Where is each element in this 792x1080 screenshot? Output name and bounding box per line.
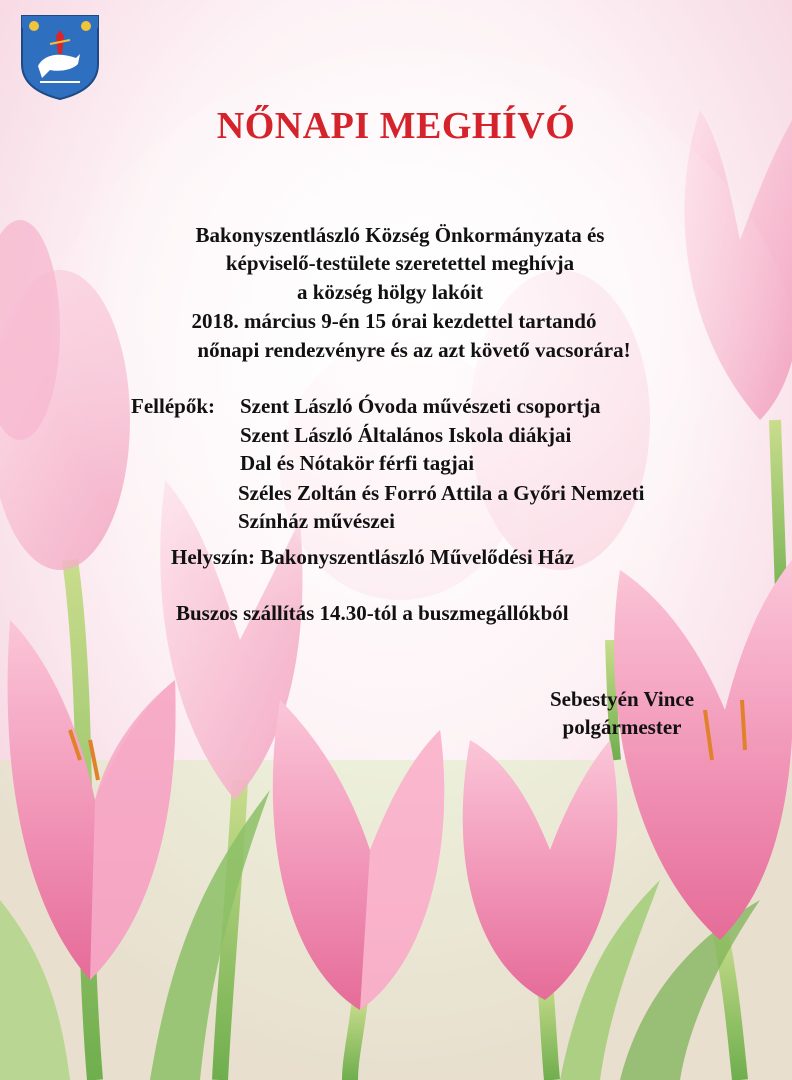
performers-label: Fellépők: <box>131 394 215 418</box>
invitation-line-3: a község hölgy lakóit <box>296 280 484 304</box>
performer-item: Széles Zoltán és Forró Attila a Győri Nemzeti <box>238 481 645 505</box>
invitation-line-5: nőnapi rendezvényre és az azt követő vacsorára! <box>197 338 631 362</box>
venue-text: Helyszín: Bakonyszentlászló Művelődési Ház <box>171 545 575 569</box>
invitation-line-1: Bakonyszentlászló Község Önkormányzata és <box>195 223 605 247</box>
performer-item: Színház művészei <box>238 509 395 533</box>
invitation-title: NŐNAPI MEGHÍVÓ <box>216 105 576 147</box>
transport-text: Buszos szállítás 14.30-tól a buszmegállókból <box>176 601 569 625</box>
signature-name: Sebestyén Vince <box>549 687 695 711</box>
performer-item: Szent László Általános Iskola diákjai <box>240 423 572 447</box>
invitation-line-4: 2018. március 9-én 15 órai kezdettel tartandó <box>191 309 597 333</box>
coat-of-arms-logo <box>20 14 100 100</box>
invitation-line-2: képviselő-testülete szeretettel meghívja <box>225 251 575 275</box>
performer-item: Szent László Óvoda művészeti csoportja <box>240 394 601 418</box>
performer-item: Dal és Nótakör férfi tagjai <box>240 451 475 475</box>
signature-role: polgármester <box>562 715 682 739</box>
